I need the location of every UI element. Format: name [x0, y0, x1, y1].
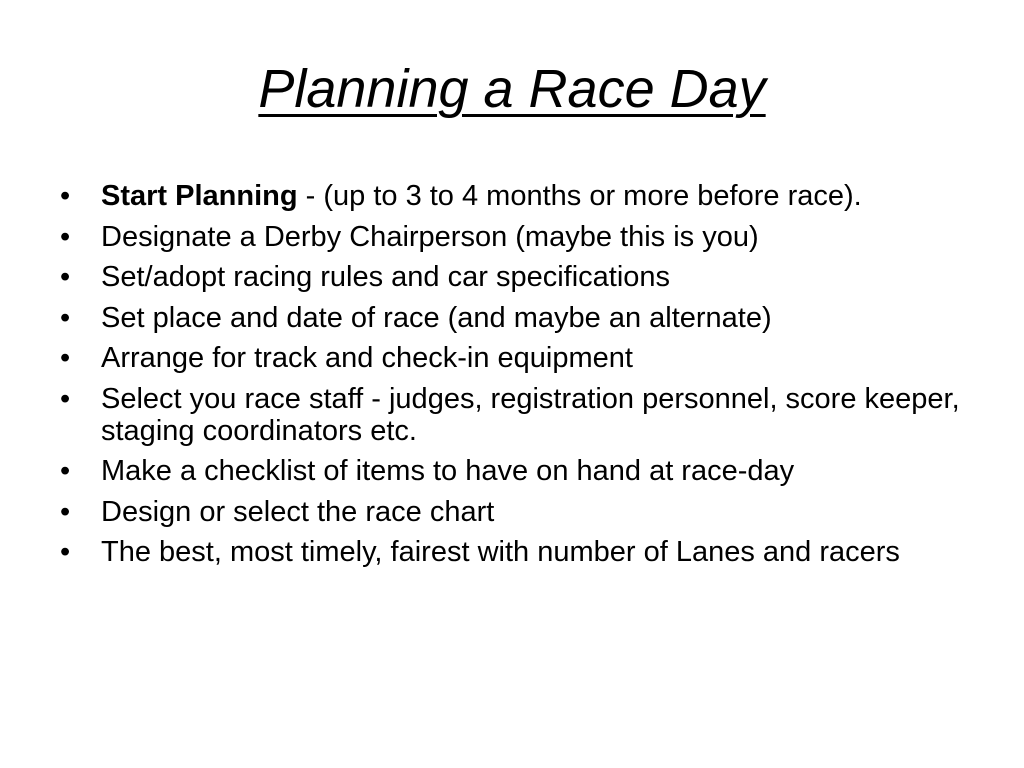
item-text: Make a checklist of items to have on hand at race-day	[101, 455, 795, 487]
bullet-icon: •	[60, 455, 71, 487]
bullet-icon: •	[60, 342, 71, 374]
bullet-icon: •	[60, 220, 71, 253]
list-item	[60, 496, 960, 528]
item-text: - (up to 3 to 4 months or more before race).	[297, 180, 862, 212]
list-item	[60, 261, 960, 293]
bullet-icon: •	[60, 495, 71, 528]
bullet-icon: •	[60, 180, 71, 212]
item-text: Set place and date of race (and maybe an alternate)	[101, 301, 772, 334]
list-item	[60, 180, 960, 212]
list-item	[60, 302, 960, 334]
item-text: Designate a Derby Chairperson (maybe this is you)	[101, 220, 759, 253]
item-text: The best, most timely, fairest with number of Lanes and racers	[101, 536, 900, 568]
item-lead: Start Planning	[101, 180, 298, 212]
bullet-icon: •	[60, 261, 71, 293]
bullet-list	[60, 180, 960, 577]
bullet-icon: •	[60, 301, 71, 334]
bullet-icon: •	[60, 382, 71, 415]
list-item	[60, 455, 960, 487]
list-item	[60, 342, 960, 374]
item-text: Design or select the race chart	[101, 495, 495, 528]
item-text: Select you race staff - judges, registration personnel, score keeper, staging coordinators etc.	[101, 382, 960, 447]
list-item	[60, 221, 960, 253]
bullet-icon: •	[60, 536, 71, 568]
list-item	[60, 383, 960, 447]
list-item	[60, 536, 960, 568]
slide-title: Planning a Race Day	[258, 59, 766, 119]
item-text: Set/adopt racing rules and car specifications	[101, 261, 671, 293]
item-text: Arrange for track and check-in equipment	[101, 342, 633, 374]
